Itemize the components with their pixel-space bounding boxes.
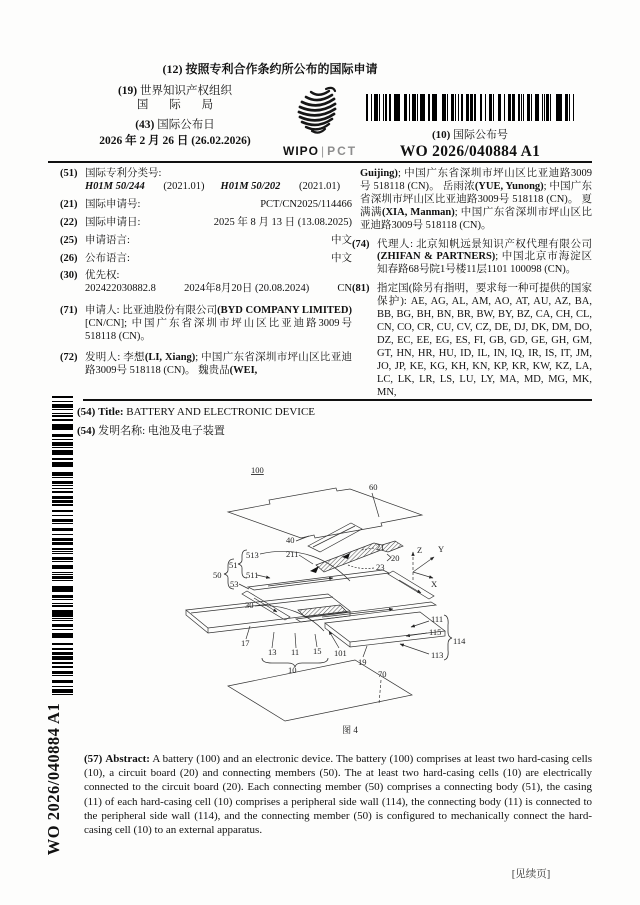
wipo-wordmark: WIPO (283, 144, 319, 158)
priority-country: CN (337, 283, 352, 295)
abstract-text: A battery (100) and an electronic device. The battery (100) comprises at least two hard-casing cells (10), a circuit board (20) and connecting members (50). The at least two hard-casing cells (10) are electrically connected to the circuit board (20). Each connecting member (50) comprises a connecting body (51), the casing (11) of each hard-casing cell (10) comprises a peripheral side wall (114), the connecting body (11) is connected to the peripheral side wall (114), and the connecting member (50) is configured to mechanically connect the hard-casing cell (10) to an external apparatus. (84, 753, 592, 837)
org-name-line (80, 84, 270, 98)
field-26-number: (26) (60, 252, 78, 264)
inventors-text: 发明人: 李想(LI, Xiang); 中国广东省深圳市坪山区比亚迪路3009号 518118 (CN)。 魏贵品(WEI, (85, 351, 352, 376)
field-designated-states (352, 283, 592, 399)
application-number-value: PCT/CN2025/114466 (260, 198, 352, 210)
field-74-number: (74) (352, 238, 370, 250)
publication-barcode (366, 94, 574, 121)
figure-ref-label: 51 (229, 560, 238, 570)
figure-caption: 图 4 (342, 725, 358, 735)
figure-ref-label: Z (417, 545, 423, 555)
field-19-number: (19) (117, 85, 138, 97)
title-zh-label: 发明名称: (98, 425, 146, 437)
wipo-pct-wordmark (283, 144, 358, 158)
figure-4-drawing (150, 460, 470, 745)
field-43-number: (43) (135, 119, 155, 131)
figure-reference-labels (213, 465, 466, 679)
abstract-label: Abstract: (105, 753, 150, 765)
figure-ref-label: 111 (431, 614, 444, 624)
field-inventors (60, 352, 352, 378)
coordinate-axes (413, 552, 434, 580)
figure-ref-label: 40 (286, 535, 295, 545)
field-filing-language (60, 235, 352, 248)
field-publication-language (60, 253, 352, 266)
org-bureau: 国 际 局 (136, 99, 223, 111)
field-priority (60, 270, 352, 296)
filing-language-value: 中文 (331, 234, 352, 246)
figure-ref-label: 513 (246, 550, 259, 560)
title-section (77, 406, 592, 444)
ipc-label: 国际专利分类号: (85, 168, 162, 179)
field-54-number: (54) (77, 406, 96, 418)
header-divider (48, 161, 592, 163)
priority-label: 优先权: (85, 270, 120, 282)
figure-ref-label: 101 (334, 648, 347, 658)
figure-ref-label: 15 (313, 646, 322, 656)
title-en-value: BATTERY AND ELECTRONIC DEVICE (126, 406, 316, 418)
figure-ref-label: 23 (376, 562, 385, 572)
figure-ref-label: X (431, 579, 438, 589)
figure-ref-label: 19 (358, 657, 367, 667)
ipc-code: H01M 50/202 (2021.01) (220, 180, 341, 192)
patent-figure (150, 460, 470, 750)
wipo-globe-icon (285, 84, 351, 138)
field-application-number (60, 199, 352, 212)
field-30-number: (30) (60, 270, 78, 282)
publication-number-block (366, 126, 574, 161)
filing-date-label: 国际申请日: (85, 216, 141, 228)
wipo-org-block (80, 84, 270, 148)
figure-ref-label: 100 (251, 465, 264, 475)
figure-leader-lines (239, 551, 429, 704)
figure-ref-label: 511 (246, 570, 259, 580)
field-10-number: (10) (431, 129, 451, 141)
figure-ref-label: 10 (288, 665, 297, 675)
title-zh-value: 电池及电子装置 (147, 425, 225, 437)
figure-ref-label: 115 (429, 627, 442, 637)
field-51-number: (51) (60, 168, 78, 179)
pub-date-value: 2026 年 2 月 26 日 (26.02.2026) (99, 135, 251, 147)
pct-wordmark: PCT (327, 144, 358, 158)
figure-ref-label: 17 (241, 638, 250, 648)
designated-states-text: 指定国(除另有指明，要求每一种可提供的国家保护): AE, AG, AL, AM, AO, AT, AU, AZ, BA, BB, BG, BH, BN, BR, BW, BY, BZ, CA, CH, CL, CN, CO, CR, CU, CV, CZ, DE, DJ, DK, DM, DO, DZ, EC, EE, EG, ES, FI, GB, GD, GE, GH, GM, GT, HN, HR, HU, ID, IL, IN, IQ, IR, IS, IT, JM, JO, JP, KE, KG, KH, KN, KP, KR, KW, KZ, LA, LC, LK, LR, LS, LU, LY, MA, MD, MG, MK, MN, (377, 283, 592, 398)
filing-language-label: 申请语言: (85, 234, 130, 246)
filing-date-value: 2025 年 8 月 13 日 (13.08.2025) (213, 216, 352, 228)
field-57-number: (57) (84, 753, 103, 765)
priority-date: 2024年8月20日 (20.08.2024) (184, 283, 310, 295)
figure-ref-label: 13 (268, 647, 277, 657)
field-filing-date (60, 217, 352, 230)
priority-number: 202422030882.8 (85, 283, 156, 295)
side-barcode (52, 396, 73, 695)
bibliographic-right-column (352, 168, 592, 405)
title-zh-line (77, 425, 592, 438)
figure-ref-label: 70 (378, 669, 387, 679)
field-72-number: (72) (60, 351, 78, 363)
ipc-code: H01M 50/244 (2021.01) (85, 180, 205, 192)
top-cover-shape (228, 488, 422, 538)
pub-date-label-line (80, 118, 270, 132)
figure-geometry (186, 488, 452, 721)
title-en-label: Title: (98, 406, 124, 418)
priority-entry (85, 283, 352, 296)
continuation-note: [见续页] (511, 869, 551, 880)
connecting-frame-shape (242, 570, 436, 622)
wordmark-divider: | (321, 144, 326, 158)
field-21-number: (21) (60, 198, 78, 210)
figure-ref-label: 53 (230, 579, 239, 589)
field-ipc (60, 168, 352, 194)
org-name: 世界知识产权组织 (140, 85, 233, 97)
field-71-number: (71) (60, 305, 78, 317)
publication-language-value: 中文 (331, 252, 352, 264)
figure-ref-label: 21 (376, 542, 385, 552)
bibliographic-left-column (60, 168, 352, 383)
title-divider (83, 399, 592, 401)
agent-text: 代理人: 北京知帆远景知识产权代理有限公司(ZHIFAN & PARTNERS); 中国北京市海淀区知春路68号院1号楼11层1101 100098 (CN)。 (377, 238, 592, 276)
figure-ref-label: 60 (369, 482, 378, 492)
pub-number-label: 国际公布号 (453, 129, 509, 141)
field-agent (352, 239, 592, 278)
title-en-line (77, 406, 592, 419)
ipc-codes (85, 181, 352, 194)
figure-ref-label: 11 (291, 647, 300, 657)
field-25-number: (25) (60, 234, 78, 246)
publication-number: WO 2026/040884 A1 (399, 143, 541, 160)
wipo-logo-block (283, 84, 358, 158)
figure-ref-label: Y (438, 544, 445, 554)
inventors-continuation-text: Guijing); 中国广东省深圳市坪山区比亚迪路3009号 518118 (CN)。 岳雨浓(YUE, Yunong); 中国广东省深圳市坪山区比亚迪路3009号 518118 (CN)。 夏满满(XIA, Manman); 中国广东省深圳市坪山区比亚迪路3009号 518118 (CN)。 (360, 168, 592, 231)
pub-date-label: 国际公布日 (157, 119, 215, 131)
pct-publication-heading: (12) 按照专利合作条约所公布的国际申请 (162, 62, 378, 76)
pub-number-label-line (366, 126, 574, 142)
figure-ref-label: 20 (391, 553, 400, 563)
publication-language-label: 公布语言: (85, 252, 130, 264)
field-81-number: (81) (352, 283, 370, 295)
figure-ref-label: 50 (213, 570, 222, 580)
abstract-section (84, 752, 592, 837)
right-cell-shape (325, 612, 445, 647)
figure-ref-label: 30 (245, 600, 254, 610)
field-54-number-zh: (54) (77, 425, 96, 437)
figure-ref-label: 114 (453, 636, 466, 646)
side-publication-number: WO 2026/040884 A1 (44, 702, 63, 856)
application-number-label: 国际申请号: (85, 198, 141, 210)
field-22-number: (22) (60, 216, 78, 228)
field-applicant (60, 305, 352, 344)
figure-ref-label: 113 (431, 650, 444, 660)
figure-ref-label: 211 (286, 549, 299, 559)
applicant-text: 申请人: 比亚迪股份有限公司(BYD COMPANY LIMITED) [CN/CN]; 中国广东省深圳市坪山区比亚迪路3009号 518118 (CN)。 (85, 305, 352, 343)
